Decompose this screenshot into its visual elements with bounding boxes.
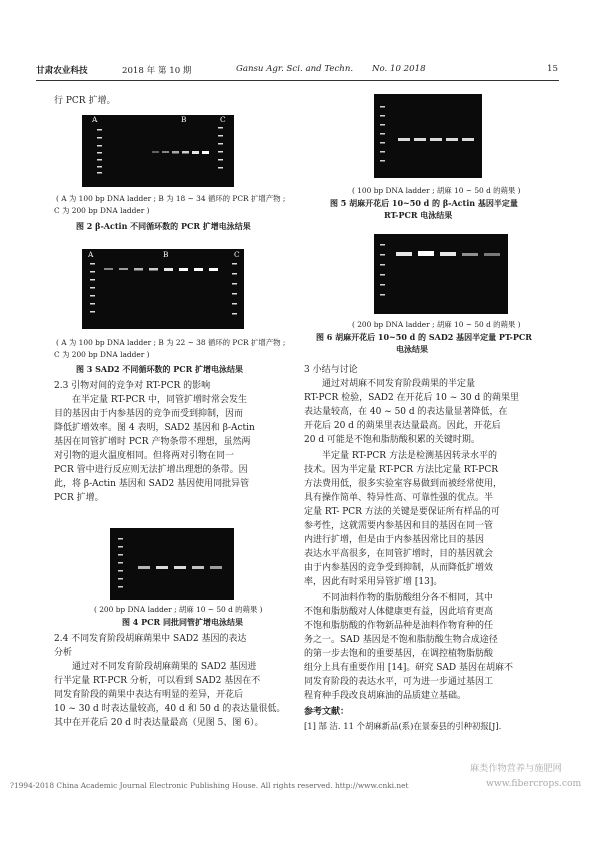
fig4-caption: 图 4 PCR 同批同管扩增电泳结果 — [122, 617, 243, 627]
section-2-4-line: 行半定量 RT-PCR 分析，可以看到 SAD2 基因在不 — [54, 676, 261, 686]
gel-bands — [82, 115, 234, 187]
fig2-caption: 图 2 β-Actin 不同循环数的 PCR 扩增电泳结果 — [76, 221, 251, 231]
intro-line: 行 PCR 扩增。 — [54, 96, 116, 106]
section-3-para2-line: 半定量 RT-PCR 方法是检测基因转录水平的 — [322, 451, 497, 461]
section-3-para3-line: 同发育阶段的表达水平，可为进一步通过基因工 — [304, 677, 494, 687]
fig3-note-line2: C 为 200 bp DNA ladder ) — [54, 350, 150, 359]
section-2-3-line: 目的基因由于内参基因的竞争而受到抑制，因而 — [54, 409, 244, 419]
fig3-lane-a: A — [88, 250, 94, 259]
section-3-para2-line: 表达水平高很多，在同管扩增时，目的基因就会 — [304, 549, 494, 559]
section-3-para3-line: 不饱和脂肪酸对人体健康更有益，因此培育更高 — [304, 607, 494, 617]
section-3-para2-line: 定量 RT- PCR 方法的关键是要保证所有样品的可 — [304, 507, 500, 517]
section-3-para2-line: 方法费用低，很多实验室容易做到而被经常使用， — [304, 479, 503, 489]
figure-6-gel-image — [374, 234, 508, 314]
gel-bands — [110, 528, 234, 600]
fig3-lane-b: B — [163, 250, 169, 259]
issue-cn: 2018 年 第 10 期 — [122, 66, 192, 76]
section-3-para3-line: 的第一步去饱和的重要基因，在调控植物脂肪酸 — [304, 649, 494, 659]
figure-5-gel-image — [374, 94, 482, 178]
fig5-caption-line1: 图 5 胡麻开花后 10~50 d 的 β-Actin 基因半定量 — [330, 198, 518, 208]
section-2-3-line: PCR 管中进行反应则无法扩增出理想的条带。因 — [54, 465, 248, 475]
section-3-para3-line: 组分上具有重要作用 [14]。研究 SAD 基因在胡麻不 — [304, 663, 513, 673]
fig4-note-line: ( 200 bp DNA ladder ; 胡麻 10 ~ 50 d 的蒴果 ) — [94, 605, 263, 614]
section-2-4-heading-cont: 分析 — [54, 648, 73, 658]
fig3-note-line1: ( A 为 100 bp DNA ladder ; B 为 22 ~ 38 循环的 PCR 扩增产物 ; — [56, 338, 286, 347]
copyright-footer: ?1994-2018 China Academic Journal Electronic Publishing House. All rights reserved. http://www.cnki.net — [10, 781, 409, 790]
section-2-3-line: 在半定量 RT-PCR 中，同管扩增时常会发生 — [72, 395, 247, 405]
fig6-note-line: ( 200 bp DNA ladder ; 胡麻 10 ~ 50 d 的蒴果 ) — [352, 320, 521, 329]
section-3-para2-line: 参考性，这就需要内参基因和目的基因在同一管 — [304, 521, 494, 531]
figure-3-gel-image — [82, 249, 244, 329]
section-3-para3-line: 务之一。SAD 基因是不饱和脂肪酸生物合成途径 — [304, 635, 498, 645]
fig3-lane-c: C — [234, 250, 240, 259]
section-3-para1-line: RT-PCR 检验，SAD2 在开花后 10 ~ 30 d 的蒴果里 — [304, 393, 520, 403]
fig2-lane-a: A — [92, 115, 98, 124]
fig2-note-line2: C 为 200 bp DNA ladder ) — [54, 206, 150, 215]
gel-bands — [374, 94, 482, 178]
reference-entry-1: [1] 郜 洁. 11 个胡麻新品(系)在景泰县的引种初报[J]. — [304, 721, 502, 731]
header-rule — [36, 80, 559, 81]
fig2-note-line1: ( A 为 100 bp DNA ladder ; B 为 18 ~ 34 循环的 PCR 扩增产物 ; — [56, 194, 286, 203]
section-3-para3-line: 不同油料作物的脂肪酸组分各不相同，其中 — [322, 593, 494, 603]
section-2-4-heading: 2.4 不同发育阶段胡麻蒴果中 SAD2 基因的表达 — [54, 634, 247, 644]
page-number: 15 — [547, 64, 558, 74]
fig3-caption: 图 3 SAD2 不同循环数的 PCR 扩增电泳结果 — [76, 364, 244, 374]
section-2-3-line: 此，将 β-Actin 基因和 SAD2 基因使用同批异管 — [54, 479, 250, 489]
section-3-para2-line: 内进行扩增，但是由于内参基因常比目的基因 — [304, 535, 485, 545]
section-3-para2-line: 率，因此有时采用异管扩增 [13]。 — [304, 577, 443, 587]
section-2-3-line: 降低扩增效率。图 4 表明，SAD2 基因和 β-Actin — [54, 423, 255, 433]
fig2-lane-b: B — [181, 115, 187, 124]
issue-en: No. 10 2018 — [372, 64, 426, 74]
section-2-3-line: 基因在同管扩增时 PCR 产物条带不理想，虽然两 — [54, 437, 251, 447]
fig2-lane-c: C — [220, 115, 226, 124]
section-3-para2-line: 技术。因为半定量 RT-PCR 方法比定量 RT-PCR — [304, 465, 499, 475]
gel-bands — [82, 249, 244, 329]
section-3-para1-line: 开花后 20 d 的蒴果里表达量最高。因此，开花后 — [304, 421, 501, 431]
section-2-4-line: 10 ~ 30 d 时表达量较高，40 d 和 50 d 的表达量很低。 — [54, 704, 286, 714]
section-3-para3-line: 不饱和脂肪酸的作物新品种是油料作物育种的任 — [304, 621, 494, 631]
section-3-heading: 3 小结与讨论 — [304, 365, 358, 375]
section-3-para1-line: 通过对胡麻不同发育阶段蒴果的半定量 — [322, 379, 476, 389]
section-2-4-line: 通过对不同发育阶段胡麻蒴果的 SAD2 基因进 — [72, 662, 257, 672]
section-2-3-line: PCR 扩增。 — [54, 493, 104, 503]
journal-name-en: Gansu Agr. Sci. and Techn. — [236, 64, 354, 74]
journal-name-cn: 甘肃农业科技 — [36, 66, 88, 76]
fig6-caption-line2: 电泳结果 — [396, 344, 428, 354]
section-2-3-heading: 2.3 引物对间的竞争对 RT-PCR 的影响 — [54, 381, 211, 391]
fig5-note-line: ( 100 bp DNA ladder ; 胡麻 10 ~ 50 d 的蒴果 ) — [352, 186, 521, 195]
gel-bands — [374, 234, 508, 314]
section-3-para1-line: 20 d 可能是不饱和脂肪酸积累的关键时期。 — [304, 435, 480, 445]
figure-2-gel-image — [82, 115, 234, 187]
fig5-caption-line2: RT-PCR 电泳结果 — [384, 210, 453, 220]
watermark-cn: 麻类作物营养与施肥网 — [470, 763, 562, 774]
watermark-url: www.fibercrops.com — [486, 778, 582, 789]
section-3-para2-line: 由于内参基因的竞争受到抑制，从而降低扩增效 — [304, 563, 494, 573]
references-heading: 参考文献： — [304, 707, 350, 717]
section-2-4-line: 同发育阶段的蒴果中表达有明显的差异，开花后 — [54, 690, 244, 700]
section-3-para2-line: 具有操作简单、特异性高、可靠性强的优点。半 — [304, 493, 494, 503]
figure-4-gel-image — [110, 528, 234, 600]
section-3-para1-line: 表达量较高，在 40 ~ 50 d 的表达量显著降低，在 — [304, 407, 508, 417]
section-3-para3-line: 程育种手段改良胡麻油的品质建立基础。 — [304, 691, 467, 701]
section-2-3-line: 对引物的退火温度相同。但将两对引物在同一 — [54, 451, 235, 461]
fig6-caption-line1: 图 6 胡麻开花后 10~50 d 的 SAD2 基因半定量 PT-PCR — [316, 332, 532, 342]
section-2-4-line: 其中在开花后 20 d 时表达量最高（见图 5、图 6）。 — [54, 718, 264, 728]
